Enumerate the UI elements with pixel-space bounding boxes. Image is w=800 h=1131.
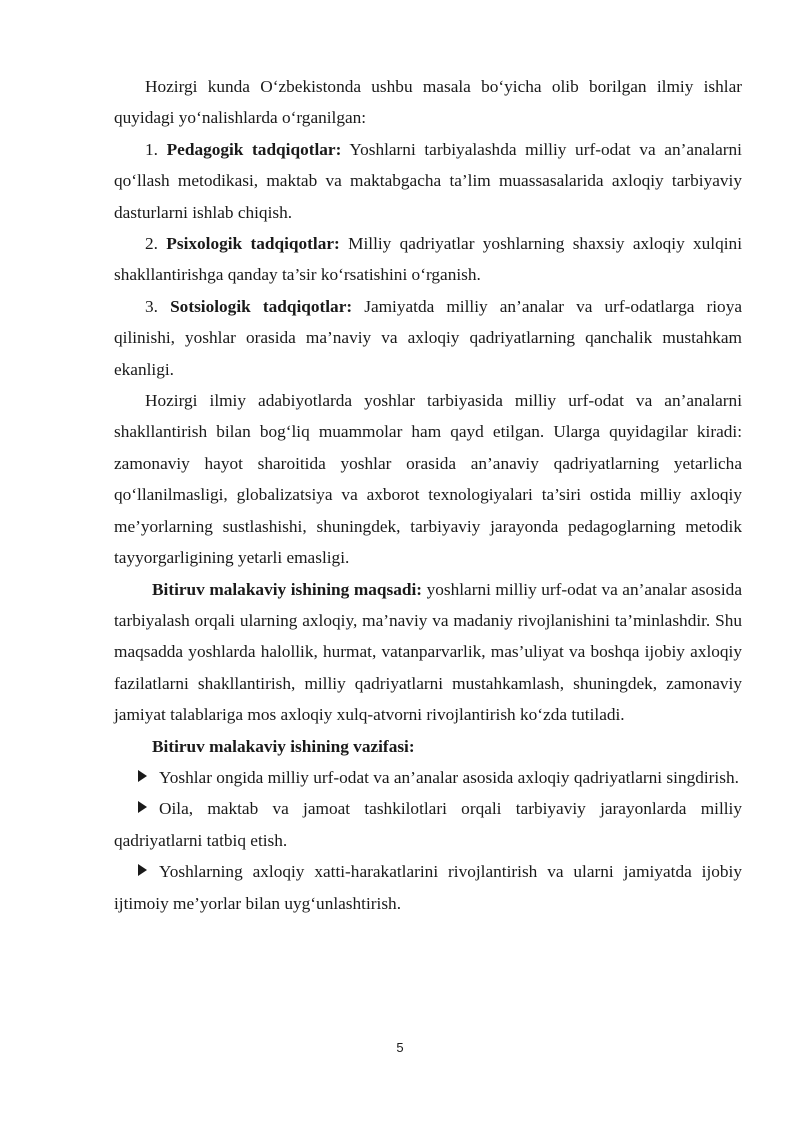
goal-paragraph <box>114 574 742 731</box>
research-item-psychological <box>114 228 742 291</box>
item-title: Pedagogik tadqiqotlar: <box>166 139 342 159</box>
task-text: Oila, maktab va jamoat tashkilotlari orqali tarbiyaviy jarayonlarda milliy qadriyatlarni tatbiq etish. <box>114 799 742 850</box>
task-item <box>114 762 742 793</box>
research-item-pedagogical <box>114 134 742 228</box>
task-text: Yoshlarning axloqiy xatti-harakatlarini rivojlantirish va ularni jamiyatda ijobiy ijtimoiy me’yorlar bilan uyg‘unlashtirish. <box>114 862 742 913</box>
tasks-heading <box>114 731 742 762</box>
task-text: Yoshlar ongida milliy urf-odat va an’analar asosida axloqiy qadriyatlarni singdirish. <box>159 767 739 787</box>
item-number: 1. <box>145 139 158 159</box>
item-text: Jamiyatda milliy an’analar va urf-odatlarga rioya qilinishi, yoshlar orasida ma’naviy va axloqiy qadriyatlarning qanchalik mustahkam ekanligi. <box>114 296 742 379</box>
item-number: 3. <box>145 296 158 316</box>
problems-paragraph: Hozirgi ilmiy adabiyotlarda yoshlar tarbiyasida milliy urf-odat va an’analarni shakllantirish bilan bog‘liq muammolar ham qayd etilgan. Ularga quyidagilar kiradi: zamonaviy hayot sharoitida yoshlar orasida an’anaviy qadriyatlarning yetarlicha qo‘llanilmasligi, globalizatsiya va axborot texnologiyalari ta’siri ostida milliy axloqiy me’yorlarning sustlashishi, shuningdek, tarbiyaviy jarayonda pedagoglarning metodik tayyorgarligining yetarli emasligi. <box>114 391 742 568</box>
document-page <box>114 71 742 919</box>
research-item-sociological <box>114 291 742 385</box>
goal-text: yoshlarni milliy urf-odat va an’analar asosida tarbiyalash orqali ularning axloqiy, ma’naviy va madaniy rivojlanishini ta’minlashdir. Shu maqsadda yoshlarda halollik, hurmat, vatanparvarlik, mas’uliyat va boshqa ijobiy axloqiy fazilatlarni shakllantirish, milliy qadriyatlarni mustahkamlash, shuningdek, zamonaviy jamiyat talablariga mos axloqiy xulq-atvorni rivojlantirish ko‘zda tutiladi. <box>114 579 742 725</box>
item-text: Yoshlarni tarbiyalashda milliy urf-odat va an’analarni qo‘llash metodikasi, maktab va maktabgacha ta’lim muassasalarida axloqiy tarbiyaviy dasturlarni ishlab chiqish. <box>114 139 742 222</box>
item-title: Psixologik tadqiqotlar: <box>166 234 340 254</box>
goal-title: Bitiruv malakaviy ishining maqsadi: <box>152 579 423 599</box>
item-text: Milliy qadriyatlar yoshlarning shaxsiy axloqiy xulqini shakllantirishga qanday ta’sir ko‘rsatishini o‘rganish. <box>114 234 742 285</box>
arrow-bullet-icon <box>138 801 147 813</box>
arrow-bullet-icon <box>138 864 147 876</box>
arrow-bullet-icon <box>138 770 147 782</box>
item-number: 2. <box>145 234 158 254</box>
task-item <box>114 856 742 919</box>
intro-paragraph: Hozirgi kunda O‘zbekistonda ushbu masala bo‘yicha olib borilgan ilmiy ishlar quyidagi yo‘nalishlarda o‘rganilgan: <box>114 77 742 128</box>
page-number: 5 <box>396 1040 404 1055</box>
task-item <box>114 793 742 856</box>
item-title: Sotsiologik tadqiqotlar: <box>170 296 353 316</box>
tasks-title: Bitiruv malakaviy ishining vazifasi: <box>152 736 415 756</box>
